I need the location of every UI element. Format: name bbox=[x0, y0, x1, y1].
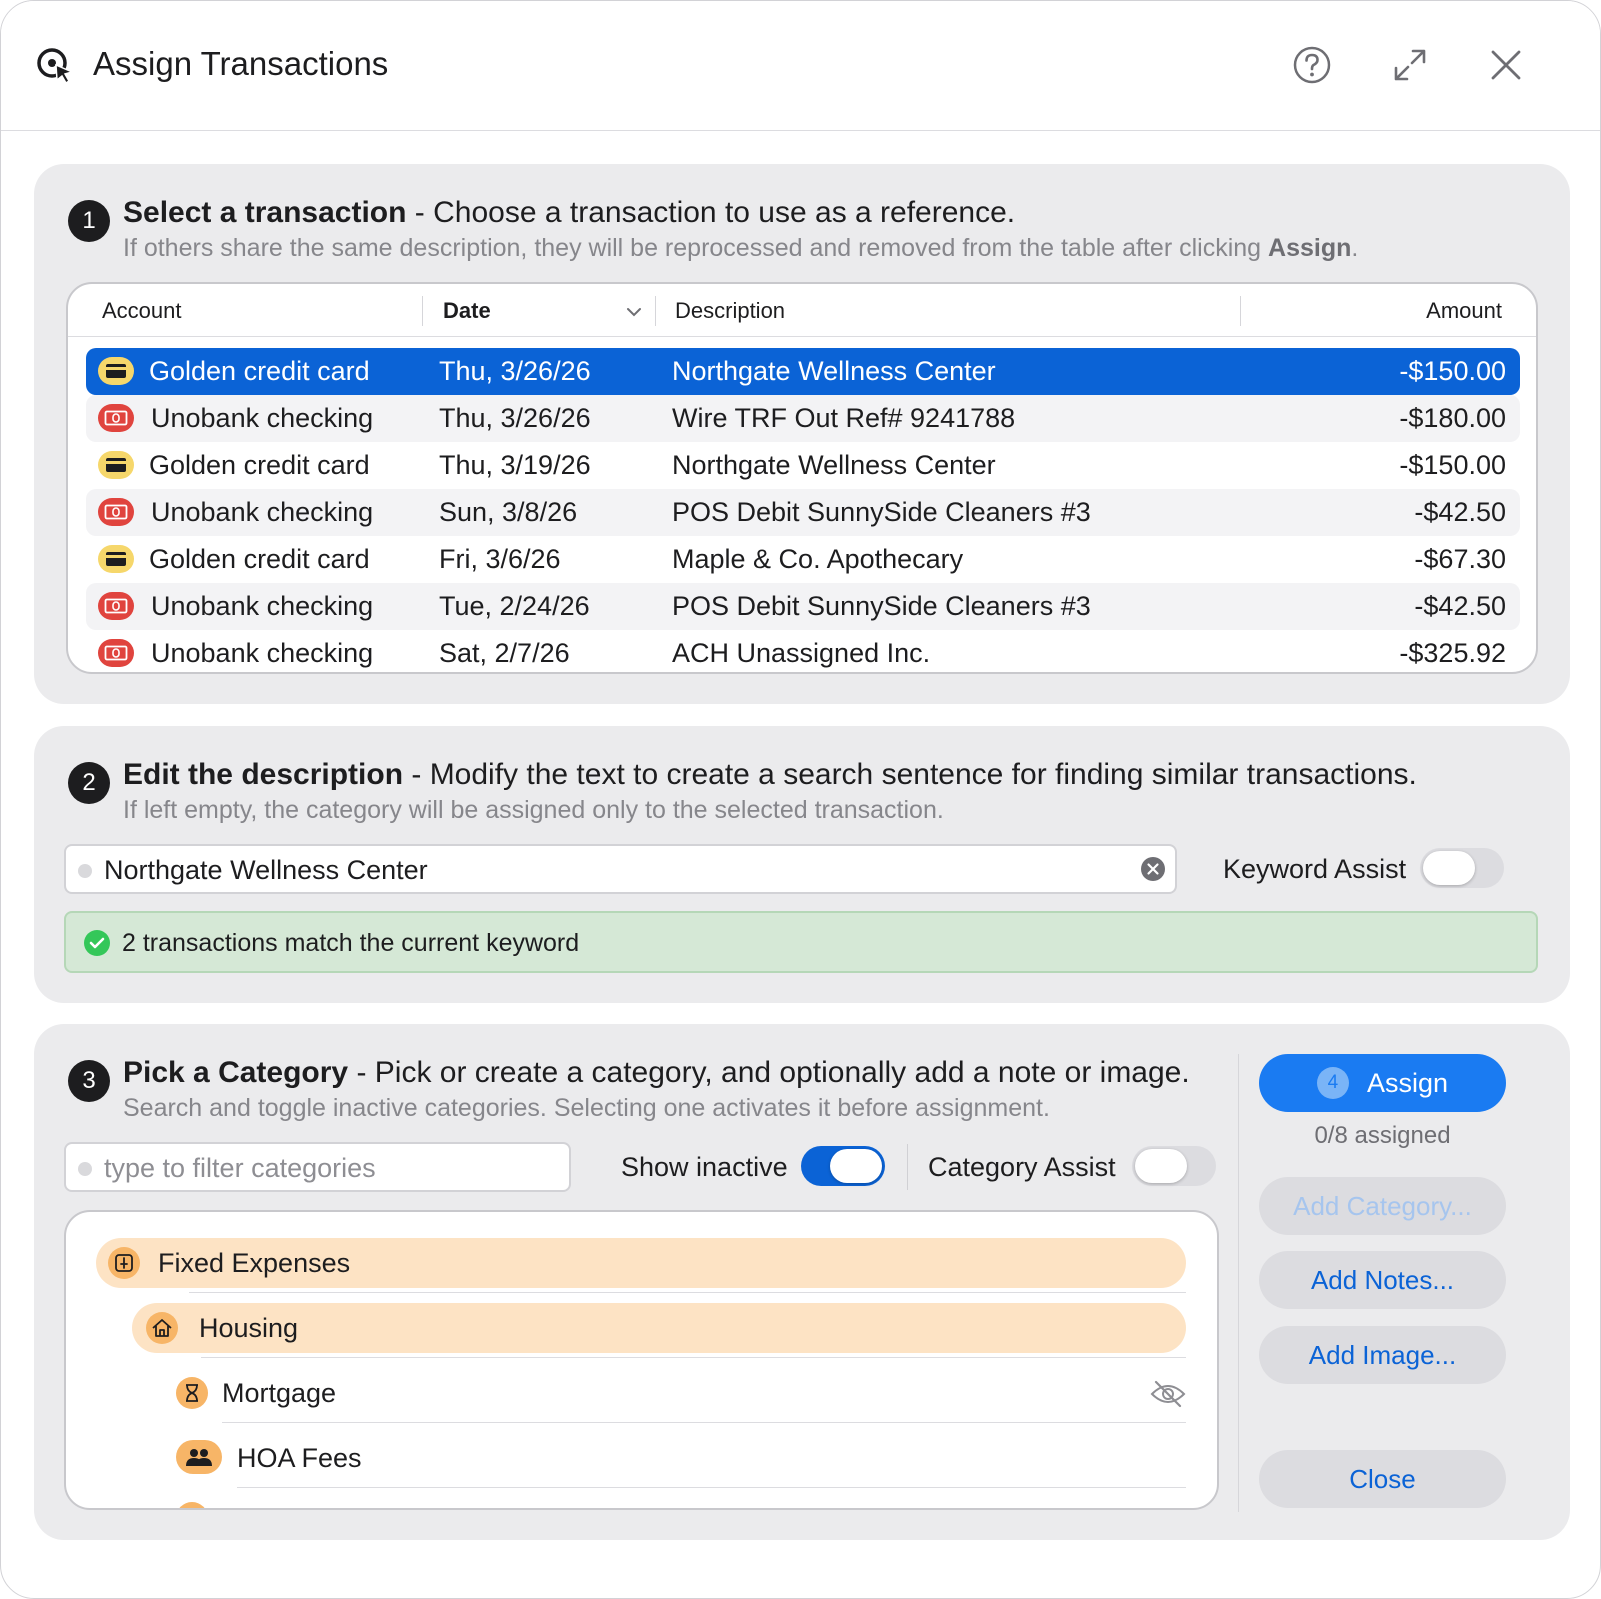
date-cell: Sat, 2/7/26 bbox=[439, 638, 570, 668]
category-row-mortgage[interactable] bbox=[166, 1368, 1186, 1418]
description-search-input[interactable] bbox=[64, 844, 1177, 894]
bank-note-icon bbox=[98, 592, 134, 620]
edit-description-section bbox=[34, 726, 1570, 1003]
keyword-assist-toggle[interactable] bbox=[1420, 848, 1504, 888]
bank-note-icon bbox=[98, 498, 134, 526]
column-separator bbox=[422, 296, 423, 326]
column-separator bbox=[1240, 296, 1241, 326]
category-row-hoa-fees[interactable] bbox=[166, 1433, 1186, 1483]
description-cell: Northgate Wellness Center bbox=[672, 356, 996, 386]
step-subtitle: Search and toggle inactive categories. Selecting one activates it before assignment. bbox=[123, 1094, 1050, 1122]
clear-icon[interactable] bbox=[1140, 856, 1166, 882]
window-title: Assign Transactions bbox=[93, 45, 389, 82]
category-assist-label: Category Assist bbox=[928, 1152, 1116, 1182]
add-image-button[interactable]: Add Image... bbox=[1259, 1326, 1506, 1384]
assign-button[interactable] bbox=[1259, 1054, 1506, 1112]
table-row[interactable] bbox=[86, 489, 1520, 536]
step-badge: 2 bbox=[68, 762, 110, 804]
bank-note-icon bbox=[98, 639, 134, 667]
help-icon bbox=[1292, 45, 1332, 85]
amount-cell: -$150.00 bbox=[1399, 356, 1506, 386]
column-header-date[interactable]: Date bbox=[443, 298, 491, 323]
step-badge: 1 bbox=[68, 200, 110, 242]
transactions-table bbox=[66, 282, 1538, 674]
description-input-value: Northgate Wellness Center bbox=[104, 855, 428, 885]
eye-slash-icon bbox=[1150, 1380, 1186, 1408]
bank-note-icon bbox=[98, 404, 134, 432]
date-cell: Sun, 3/8/26 bbox=[439, 497, 578, 527]
expand-icon bbox=[1392, 47, 1428, 83]
description-cell: POS Debit SunnySide Cleaners #3 bbox=[672, 591, 1091, 621]
description-cell: Northgate Wellness Center bbox=[672, 450, 996, 480]
close-icon bbox=[1489, 48, 1523, 82]
category-label: Mortgage bbox=[222, 1378, 337, 1408]
toolbar-divider bbox=[907, 1144, 908, 1190]
account-cell: Golden credit card bbox=[149, 544, 370, 574]
account-cell: Golden credit card bbox=[149, 356, 370, 386]
column-header-amount[interactable]: Amount bbox=[1426, 298, 1502, 323]
house-icon bbox=[146, 1312, 178, 1344]
account-cell: Unobank checking bbox=[151, 591, 374, 621]
account-cell: Unobank checking bbox=[151, 497, 374, 527]
category-row-fixed-expenses[interactable] bbox=[96, 1238, 1186, 1288]
row-divider bbox=[201, 1357, 1186, 1358]
header-divider bbox=[68, 336, 1536, 337]
close-button[interactable]: Close bbox=[1259, 1450, 1506, 1508]
show-inactive-toggle[interactable] bbox=[801, 1146, 885, 1186]
account-cell: Golden credit card bbox=[149, 450, 370, 480]
description-cell: Wire TRF Out Ref# 9241788 bbox=[672, 403, 1016, 433]
row-divider bbox=[189, 1292, 1186, 1293]
credit-card-icon bbox=[98, 357, 134, 385]
row-divider bbox=[237, 1487, 1186, 1488]
amount-cell: -$180.00 bbox=[1399, 403, 1506, 433]
date-cell: Thu, 3/26/26 bbox=[439, 356, 591, 386]
account-cell: Unobank checking bbox=[151, 638, 374, 668]
credit-card-icon bbox=[98, 451, 134, 479]
column-header-description[interactable]: Description bbox=[675, 298, 786, 323]
date-cell: Fri, 3/6/26 bbox=[439, 544, 561, 574]
add-category-button[interactable]: Add Category... bbox=[1259, 1177, 1506, 1235]
table-row[interactable] bbox=[86, 536, 1520, 583]
category-assist-toggle[interactable] bbox=[1132, 1146, 1216, 1186]
category-label: Fixed Expenses bbox=[158, 1248, 351, 1278]
assigned-status: 0/8 assigned bbox=[1314, 1122, 1451, 1149]
amount-cell: -$67.30 bbox=[1414, 544, 1506, 574]
table-row[interactable] bbox=[86, 348, 1520, 395]
assign-cursor-icon bbox=[35, 45, 75, 85]
date-cell: Thu, 3/19/26 bbox=[439, 450, 591, 480]
pin-icon bbox=[108, 1247, 140, 1279]
description-cell: Maple & Co. Apothecary bbox=[672, 544, 964, 574]
people-icon bbox=[176, 1440, 222, 1474]
match-status-text: 2 transactions match the current keyword bbox=[122, 929, 580, 957]
expand-button[interactable] bbox=[1388, 43, 1432, 87]
step-subtitle: If others share the same description, they will be reprocessed and removed from the table after clicking Assign. bbox=[123, 234, 1359, 262]
select-transaction-section bbox=[34, 164, 1570, 704]
step-subtitle: If left empty, the category will be assigned only to the selected transaction. bbox=[123, 796, 944, 824]
account-cell: Unobank checking bbox=[151, 403, 374, 433]
hourglass-icon bbox=[176, 1377, 208, 1409]
table-row[interactable] bbox=[86, 442, 1520, 489]
row-divider bbox=[222, 1422, 1186, 1423]
keyword-assist-label: Keyword Assist bbox=[1223, 854, 1407, 884]
category-filter-input[interactable] bbox=[64, 1142, 571, 1192]
amount-cell: -$42.50 bbox=[1414, 591, 1506, 621]
search-dot-icon bbox=[78, 864, 92, 878]
assign-button-label: Assign bbox=[1366, 1067, 1449, 1098]
show-inactive-label: Show inactive bbox=[621, 1152, 788, 1182]
table-row[interactable] bbox=[86, 583, 1520, 630]
chevron-down-icon[interactable] bbox=[626, 306, 642, 318]
help-button[interactable] bbox=[1290, 43, 1334, 87]
assign-count-badge: 4 bbox=[1317, 1067, 1349, 1099]
close-window-button[interactable] bbox=[1484, 43, 1528, 87]
category-tree bbox=[64, 1210, 1219, 1510]
category-label: Housing bbox=[199, 1313, 299, 1343]
step-title: Select a transaction - Choose a transaction to use as a reference. bbox=[123, 196, 1016, 229]
step-title: Edit the description - Modify the text to create a search sentence for finding similar transactions. bbox=[123, 758, 1417, 791]
category-filter-placeholder: type to filter categories bbox=[104, 1153, 376, 1183]
step-badge: 3 bbox=[68, 1060, 110, 1102]
column-divider bbox=[1238, 1054, 1239, 1512]
table-row[interactable] bbox=[86, 395, 1520, 442]
category-row-housing[interactable] bbox=[132, 1303, 1186, 1353]
amount-cell: -$150.00 bbox=[1399, 450, 1506, 480]
description-cell: ACH Unassigned Inc. bbox=[672, 638, 931, 668]
credit-card-icon bbox=[98, 545, 134, 573]
checkmark-icon bbox=[84, 930, 110, 956]
search-dot-icon bbox=[78, 1162, 92, 1176]
match-status-banner bbox=[64, 911, 1538, 973]
add-notes-button[interactable]: Add Notes... bbox=[1259, 1251, 1506, 1309]
column-separator bbox=[655, 296, 656, 326]
title-bar bbox=[1, 1, 1600, 131]
column-header-account[interactable]: Account bbox=[102, 298, 182, 323]
amount-cell: -$42.50 bbox=[1414, 497, 1506, 527]
category-icon bbox=[176, 1502, 208, 1510]
pick-category-section bbox=[34, 1024, 1570, 1540]
amount-cell: -$325.92 bbox=[1399, 638, 1506, 668]
step-title: Pick a Category - Pick or create a category, and optionally add a note or image. bbox=[123, 1056, 1190, 1089]
date-cell: Thu, 3/26/26 bbox=[439, 403, 591, 433]
date-cell: Tue, 2/24/26 bbox=[439, 591, 590, 621]
table-row[interactable] bbox=[86, 630, 1520, 674]
description-cell: POS Debit SunnySide Cleaners #3 bbox=[672, 497, 1091, 527]
category-label: HOA Fees bbox=[237, 1443, 362, 1473]
